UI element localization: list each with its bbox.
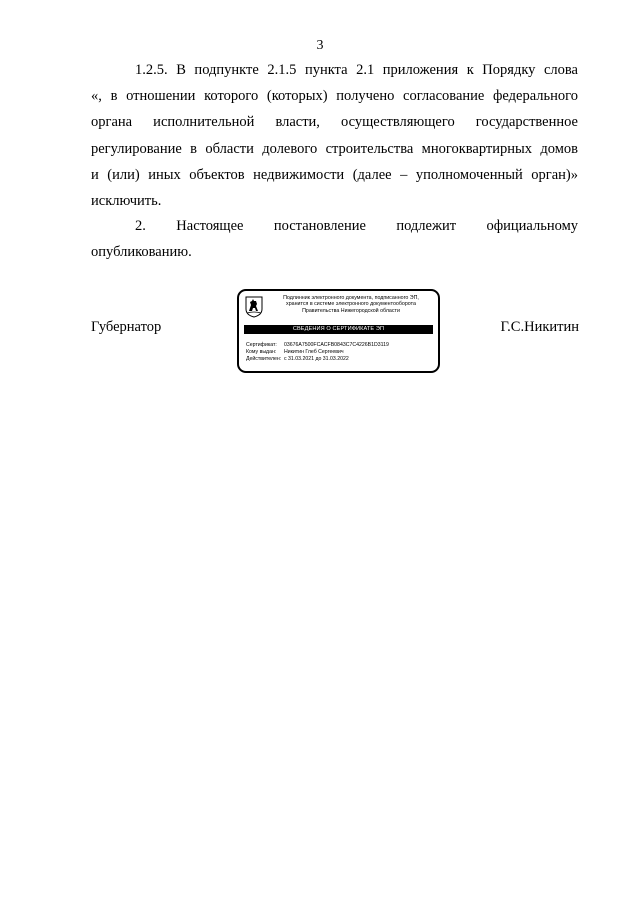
stamp-row-value: с 31.03.2021 до 31.03.2022 [284,356,349,362]
stamp-row-value: 03676A7500FCACFB0843C7C4226B1D3119 [284,342,389,348]
nizhny-novgorod-coat-of-arms-icon [245,296,263,318]
stamp-certificate-bar: СВЕДЕНИЯ О СЕРТИФИКАТЕ ЭП [244,325,433,334]
stamp-header-line: Правительства Нижегородской области [302,307,400,314]
page-number: 3 [316,38,324,53]
signatory-name: Г.С.Никитин [500,319,579,335]
stamp-row-valid [246,356,436,363]
paragraph-1-line: регулирование в области долевого строительства многоквартирных домов [91,140,578,157]
paragraph-2-line: опубликованию. [91,244,192,261]
paragraph-1-line: «, в отношении которого (которых) получено согласование федерального [91,88,578,105]
stamp-row-certificate [246,342,436,349]
paragraph-1-line: исключить. [91,192,162,209]
stamp-row-value: Никитин Глеб Сергеевич [284,349,344,355]
paragraph-1 [91,57,578,214]
stamp-certificate-details [246,342,436,363]
electronic-signature-stamp [237,289,440,373]
paragraph-1-line: и (или) иных объектов недвижимости (далее – уполномоченный орган)» [91,166,578,183]
stamp-header-line: Подлинник электронного документа, подписанного ЭП, [283,295,419,301]
stamp-header [265,295,437,314]
stamp-row-label: Действителен: [246,356,282,362]
paragraph-1-line: органа исполнительной власти, осуществляющего государственное [91,114,578,131]
signatory-title: Губернатор [91,319,162,335]
paragraph-2-line: 2. Настоящее постановление подлежит официальному [135,218,578,234]
stamp-row-issued-to [246,349,436,356]
paragraph-1-line: 1.2.5. В подпункте 2.1.5 пункта 2.1 приложения к Порядку слова [135,62,578,78]
stamp-header-line: хранится в системе электронного документооборота [286,301,416,308]
stamp-row-label: Сертификат: [246,342,277,348]
stamp-row-label: Кому выдан: [246,349,277,355]
paragraph-2 [91,213,578,265]
